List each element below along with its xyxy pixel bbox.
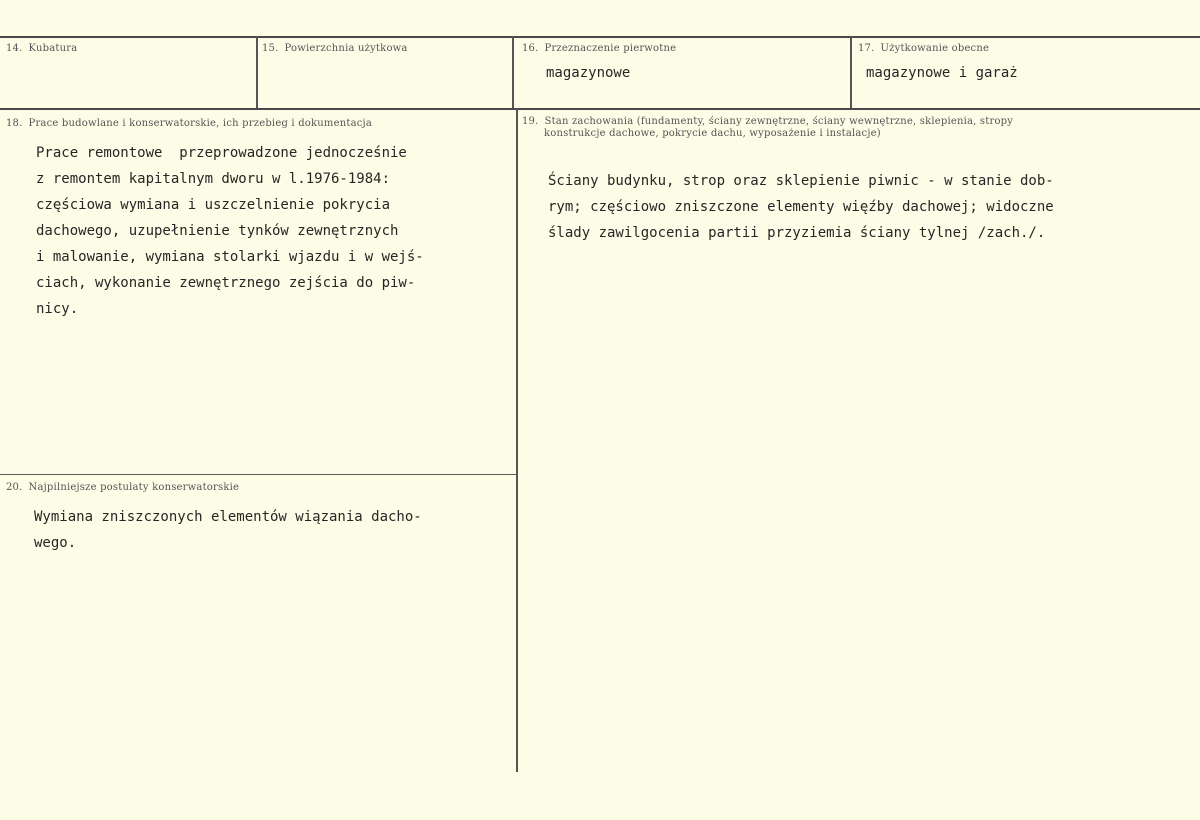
field-20-number: 20.	[6, 482, 23, 493]
top-border-line	[0, 36, 1200, 38]
field-18-number: 18.	[6, 118, 23, 129]
field-19-title-line1: Stan zachowania (fundamenty, ściany zewnętrzne, ściany wewnętrzne, sklepienia, stropy	[544, 116, 1014, 127]
field-17-number: 17.	[858, 43, 875, 54]
field-16-number: 16.	[522, 43, 539, 54]
field-19-number: 19.	[522, 116, 539, 127]
main-column-divider	[516, 109, 518, 772]
field-15-number: 15.	[262, 43, 279, 54]
field20-top-line	[0, 474, 517, 475]
field-20-line: Wymiana zniszczonych elementów wiązania dacho-	[34, 509, 422, 525]
field-18-line: Prace remontowe przeprowadzone jednocześnie	[36, 145, 407, 161]
field-18-line: nicy.	[36, 301, 79, 317]
field-18-line: częściowa wymiana i uszczelnienie pokrycia	[36, 197, 391, 213]
field-16-title: Przeznaczenie pierwotne	[544, 43, 677, 54]
field-18-label	[6, 118, 372, 129]
field-14-number: 14.	[6, 43, 23, 54]
divider-14-15	[256, 37, 258, 109]
field-19-line: Ściany budynku, strop oraz sklepienie piwnic - w stanie dob-	[548, 173, 1054, 189]
field-20-title: Najpilniejsze postulaty konserwatorskie	[28, 482, 240, 493]
field-19-line: ślady zawilgocenia partii przyziemia ściany tylnej /zach./.	[548, 225, 1046, 241]
field-18-line: z remontem kapitalnym dworu w l.1976-1984:	[36, 171, 391, 187]
field-18-line: ciach, wykonanie zewnętrznego zejścia do piw-	[36, 275, 416, 291]
field-18-title: Prace budowlane i konserwatorskie, ich przebieg i dokumentacja	[28, 118, 373, 129]
row1-bottom-line	[0, 108, 1200, 110]
field-19-line: rym; częściowo zniszczone elementy więźby dachowej; widoczne	[548, 199, 1054, 215]
field-14-label	[6, 43, 77, 54]
divider-15-16	[512, 37, 514, 109]
field-17-value: magazynowe i garaż	[866, 65, 1018, 81]
field-19-title-line2: konstrukcje dachowe, pokrycie dachu, wyposażenie i instalacje)	[544, 128, 881, 139]
divider-16-17	[850, 37, 852, 109]
field-16-label	[522, 43, 676, 54]
field-19-label	[522, 116, 1192, 140]
field-14-title: Kubatura	[28, 43, 78, 54]
field-20-label	[6, 482, 239, 493]
field-15-title: Powierzchnia użytkowa	[284, 43, 408, 54]
field-17-label	[858, 43, 989, 54]
field-17-title: Użytkowanie obecne	[880, 43, 990, 54]
field-18-line: i malowanie, wymiana stolarki wjazdu i w wejś-	[36, 249, 424, 265]
field-15-label	[262, 43, 408, 54]
field-20-line: wego.	[34, 535, 77, 551]
field-16-value: magazynowe	[546, 65, 631, 81]
field-18-line: dachowego, uzupełnienie tynków zewnętrznych	[36, 223, 399, 239]
